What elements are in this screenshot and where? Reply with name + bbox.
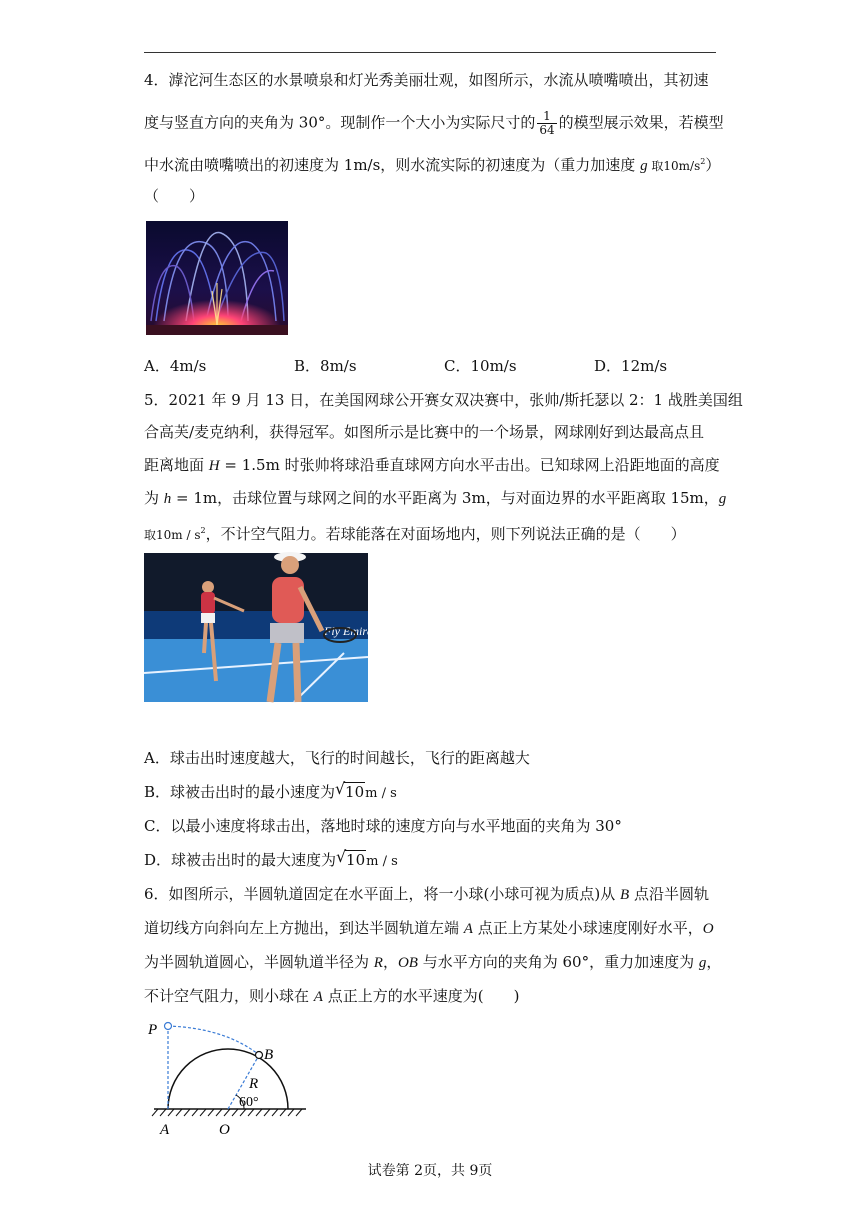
q4-line-1: 4．滹沱河生态区的水景喷泉和灯光秀美丽壮观，如图所示，水流从喷嘴喷出，其初速 — [144, 71, 709, 89]
label-p: P — [148, 1022, 158, 1038]
q5-line-3: 距离地面 H = 1.5m 时张帅将球沿垂直球网方向水平击出。已知球网上沿距地面的高度 — [144, 456, 720, 474]
q5-line-1: 5．2021 年 9 月 13 日，在美国网球公开赛女双决赛中，张帅/斯托瑟以 2：1 战胜美国组 — [144, 391, 743, 409]
q4-option-c[interactable]: C．10m/s — [444, 357, 517, 375]
q4-line-3: 中水流由喷嘴喷出的初速度为 1m/s，则水流实际的初速度为（重力加速度 g 取$10m/s^2$） — [144, 156, 721, 174]
sqrt-10: √ 10 — [336, 847, 366, 869]
semicircle-diagram — [144, 1018, 314, 1140]
q4-option-a[interactable]: A．4m/s — [144, 357, 207, 375]
banner-text: Fly Emirates — [324, 624, 387, 638]
header-rule — [144, 52, 716, 53]
q5-option-a[interactable]: A．球击出时速度越大，飞行的时间越长，飞行的距离越大 — [144, 749, 530, 767]
fountain-photo — [146, 221, 288, 335]
q5-option-c[interactable]: C．以最小速度将球击出，落地时球的速度方向与水平地面的夹角为 30° — [144, 817, 622, 835]
q4-option-d[interactable]: D．12m/s — [594, 357, 668, 375]
label-b: B — [264, 1047, 274, 1063]
q6-line-3: 为半圆轨道圆心，半圆轨道半径为 R，OB 与水平方向的夹角为 60°，重力加速度为 g， — [144, 953, 722, 971]
q6-line-1: 6．如图所示，半圆轨道固定在水平面上，将一小球(小球可视为质点)从 B 点沿半圆轨 — [144, 885, 709, 903]
label-r: R — [249, 1076, 259, 1092]
q5-option-d[interactable]: D．球被击出时的最大速度为 √ 10m / s — [144, 847, 398, 869]
q6-line-4: 不计空气阻力，则小球在 A 点正上方的水平速度为( ) — [144, 987, 520, 1005]
q4-answer-paren: （ ） — [144, 187, 205, 205]
q6-line-2: 道切线方向斜向左上方抛出，到达半圆轨道左端 A 点正上方某处小球速度刚好水平，O — [144, 919, 714, 937]
q5-option-b[interactable]: B．球被击出时的最小速度为 √ 10m / s — [144, 779, 397, 801]
label-angle: 60° — [239, 1095, 259, 1110]
label-a: A — [160, 1122, 170, 1138]
q5-line-5: 取$10m / s^2$，不计空气阻力。若球能落在对面场地内，则下列说法正确的是（ ） — [144, 525, 686, 543]
label-o: O — [219, 1122, 230, 1138]
fraction-1-64: $\frac{1}{64}$ — [539, 109, 555, 137]
sqrt-10: √ 10 — [335, 779, 365, 801]
q5-line-2: 合高芙/麦克纳利，获得冠军。如图所示是比赛中的一个场景，网球刚好到达最高点且 — [144, 423, 705, 441]
tennis-photo — [144, 553, 387, 702]
page-footer: 试卷第 2页，共 9页 — [367, 1163, 493, 1179]
q4-option-b[interactable]: B．8m/s — [294, 357, 357, 375]
q4-line-2: 度与竖直方向的夹角为 30°。现制作一个大小为实际尺寸的 $\frac{1}{64}$ 的模型展示效果，若模型 — [144, 109, 724, 137]
q5-line-4: 为 h = 1m，击球位置与球网之间的水平距离为 3m，与对面边界的水平距离取 15m，g — [144, 489, 727, 507]
